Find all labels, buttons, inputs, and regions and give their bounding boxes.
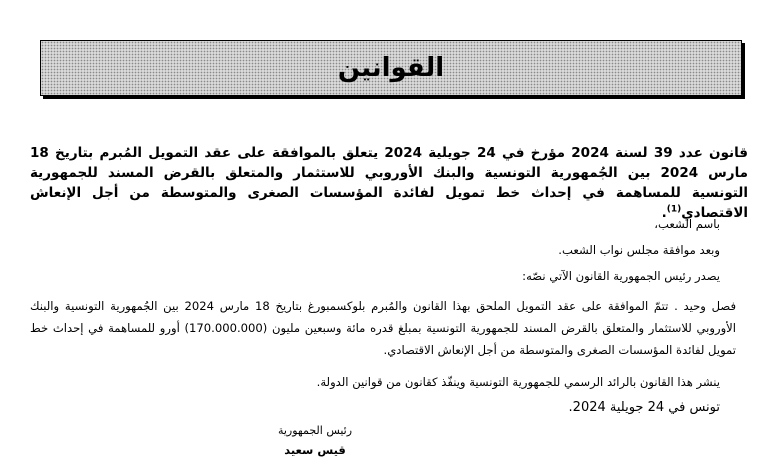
section-title-banner (40, 40, 742, 96)
section-title: القوانين (337, 53, 445, 83)
preamble-promulgation: يصدر رئيس الجمهورية القانون الآتي نصّه: (522, 269, 720, 283)
footnote-marker: (1) (666, 204, 682, 215)
signature-title: رئيس الجمهورية (277, 424, 353, 437)
publication-clause: ينشر هذا القانون بالرائد الرسمي للجمهورية التونسية وينفّذ كقانون من قوانين الدولة. (316, 375, 720, 389)
preamble-in-the-name: باسم الشعب، (654, 217, 720, 231)
place-date: تونس في 24 جويلية 2024. (568, 400, 720, 415)
law-heading-text: قانون عدد 39 لسنة 2024 مؤرخ في 24 جويلية 2024 يتعلق بالموافقة على عقد التمويل المُبرم بتاريخ 18 مارس 2024 بين الجُمهورية التونسية والبنك الأوروبي للاستثمار والمتعلق بالقرض المسند للجمهورية التونسية للمساهمة في إحداث خط تمويل لفائدة المؤسسات الصغرى والمتوسطة من أجل الإنعاش الاقتصادي (30, 145, 749, 221)
preamble-approval: وبعد موافقة مجلس نواب الشعب. (558, 243, 720, 257)
law-heading-end: . (661, 205, 667, 221)
article-single: فصل وحيد . تتمّ الموافقة على عقد التمويل الملحق بهذا القانون والمُبرم بلوكسمبورغ بتاريخ 18 مارس 2024 بين الجُمهورية التونسية والبنك الأوروبي للاستثمار والمتعلق بالقرض المسند للجمهورية التونسية بمبلغ قدره مائة وسبعين مليون (170.000.000) أورو للمساهمة في إحداث خط تمويل لفائدة المؤسسات الصغرى والمتوسطة من أجل الإنعاش الاقتصادي. (30, 299, 736, 357)
law-heading (30, 143, 748, 223)
signature-name: قيس سعيد (284, 443, 346, 457)
